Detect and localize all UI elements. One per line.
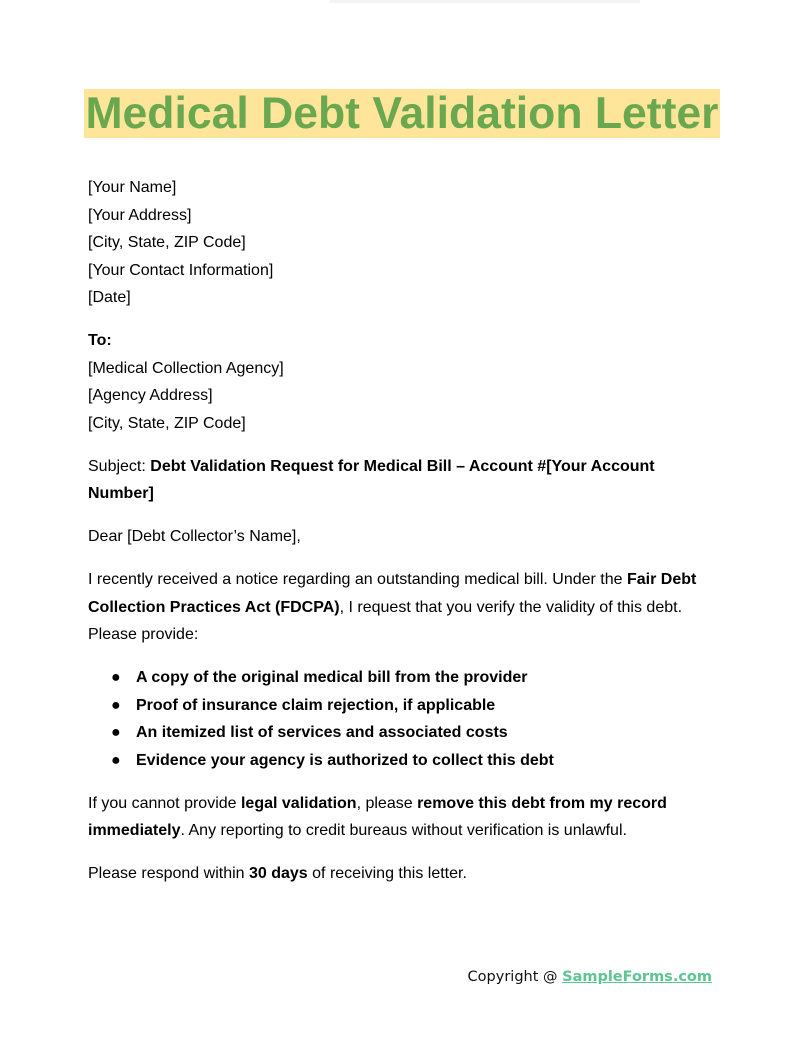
list-item — [88, 719, 718, 747]
list-item-text: An itemized list of services and associated costs — [136, 724, 508, 741]
subject-text: Debt Validation Request for Medical Bill – Account #[Your Account Number] — [88, 457, 655, 502]
list-item — [88, 747, 718, 775]
fdcpa-bold: Fair Debt Collection Practices Act (FDCPA) — [88, 571, 697, 616]
date: [Date] — [88, 289, 131, 306]
footer-copyright — [468, 969, 712, 985]
paragraph-warning — [88, 790, 718, 845]
recipient-address: [Agency Address] — [88, 387, 213, 404]
list-item — [88, 664, 718, 692]
paragraph-deadline — [88, 860, 718, 888]
recipient-block — [88, 327, 718, 437]
list-item-text: Evidence your agency is authorized to collect this debt — [136, 751, 554, 769]
list-item-text: A copy of the original medical bill from the provider — [136, 669, 528, 686]
list-item-text: Proof of insurance claim rejection, if applicable — [136, 696, 496, 714]
recipient-label: To: — [88, 332, 112, 349]
copyright-text: Copyright @ — [467, 969, 563, 985]
subject-line — [88, 453, 718, 508]
subject-label: Subject: — [88, 457, 151, 475]
sender-city: [City, State, ZIP Code] — [88, 234, 246, 251]
sender-contact: [Your Contact Information] — [88, 261, 274, 279]
bullet-icon: ● — [111, 669, 121, 686]
deadline-bold: 30 days — [248, 865, 308, 882]
bold-text: legal validation — [240, 794, 357, 812]
document-title: Medical Debt Validation Letter — [85, 89, 719, 138]
top-divider — [330, 0, 640, 3]
sender-name: [Your Name] — [88, 179, 177, 196]
sender-block — [88, 174, 718, 312]
bold-text: remove this debt from my record immediately — [88, 794, 667, 839]
text: , I request that you verify the validity of this debt. Please provide: — [88, 598, 683, 643]
bullet-icon: ● — [111, 724, 121, 741]
bullet-icon: ● — [111, 696, 121, 714]
text: of receiving this letter. — [307, 865, 467, 882]
recipient-agency: [Medical Collection Agency] — [88, 359, 284, 377]
sender-address: [Your Address] — [88, 206, 192, 224]
text: , please — [356, 794, 418, 812]
recipient-city: [City, State, ZIP Code] — [88, 414, 246, 432]
text: If you cannot provide — [88, 794, 241, 812]
text: Please respond within — [88, 865, 249, 882]
letter-body — [88, 174, 718, 903]
request-list — [88, 664, 718, 774]
text: . Any reporting to credit bureaus without verification is unlawful. — [180, 822, 627, 839]
text: I recently received a notice regarding an outstanding medical bill. Under the — [88, 571, 627, 588]
salutation: Dear [Debt Collector’s Name], — [88, 528, 301, 545]
list-item — [88, 692, 718, 720]
bullet-icon: ● — [111, 751, 121, 769]
paragraph-request — [88, 566, 718, 649]
sampleforms-link[interactable]: SampleForms.com — [562, 969, 712, 985]
